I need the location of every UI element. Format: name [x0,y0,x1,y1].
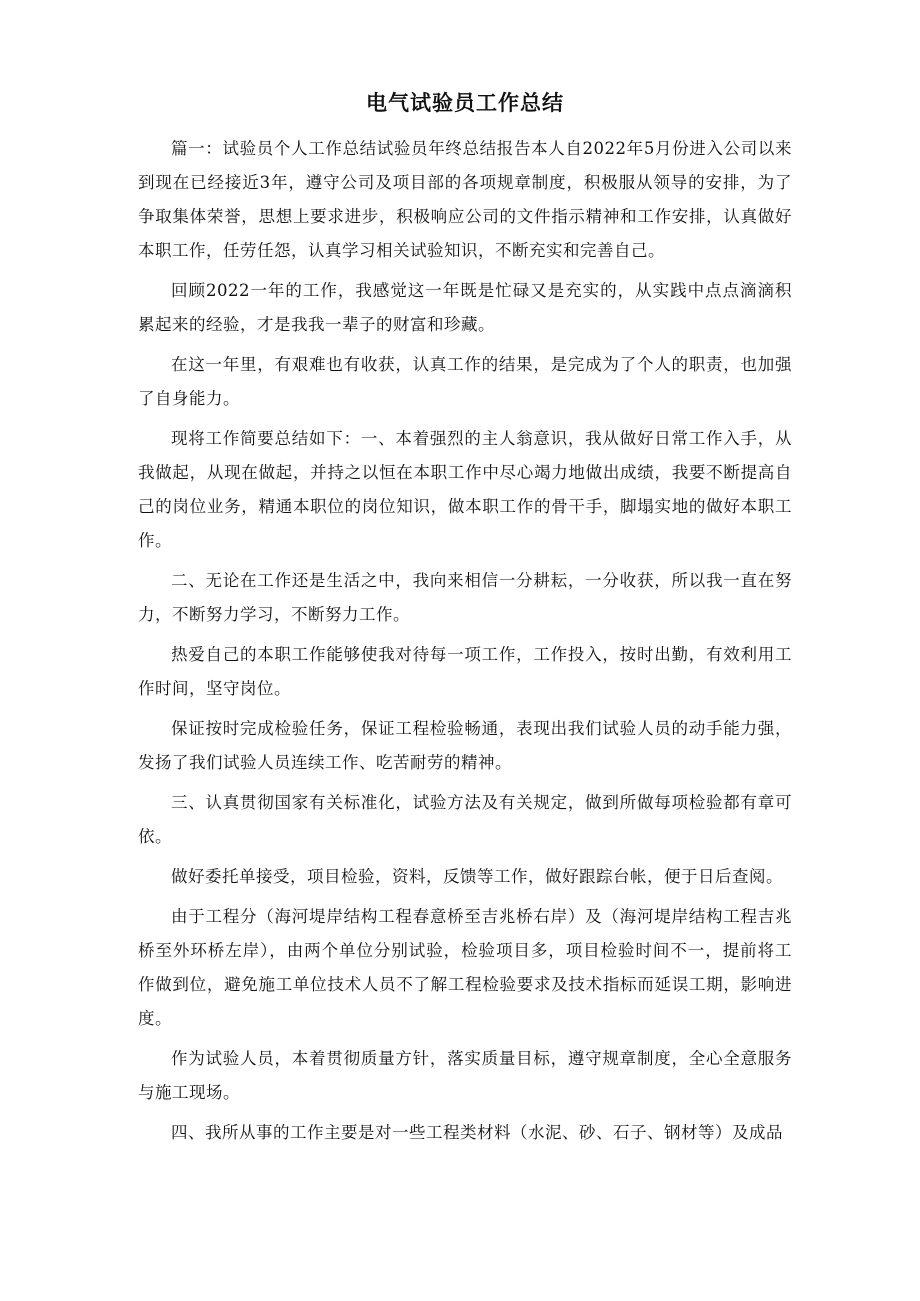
paragraph-9: 做好委托单接受，项目检验，资料，反馈等工作，做好跟踪台帐，便于日后查阅。 [171,867,783,886]
paragraph-12: 四、我所从事的工作主要是对一些工程类材料（水泥、砂、石子、钢材等）及成品 [171,1123,783,1142]
document-title: 电气试验员工作总结 [366,91,564,115]
paragraph-5: 二、无论在工作还是生活之中，我向来相信一分耕耘，一分收获，所以我一直在努力，不断努力学习，不断努力工作。 [138,571,792,624]
paragraph-1: 篇一：试验员个人工作总结试验员年终总结报告本人自2022年5月份进入公司以来到现在已经接近3年，遵守公司及项目部的各项规章制度，积极服从领导的安排，为了争取集体荣誉，思想上要求进步，积极响应公司的文件指示精神和工作安排，认真做好本职工作，任劳任怨，认真学习相关试验知识，不断充实和完善自己。 [138,139,792,260]
paragraph-10: 由于工程分（海河堤岸结构工程春意桥至吉兆桥右岸）及（海河堤岸结构工程吉兆桥至外环桥左岸），由两个单位分别试验，检验项目多，项目检验时间不一，提前将工作做到位，避免施工单位技术人员不了解工程检验要求及技术指标而延误工期，影响进度。 [138,907,792,1028]
paragraph-7: 保证按时完成检验任务，保证工程检验畅通，表现出我们试验人员的动手能力强，发扬了我们试验人员连续工作、吃苦耐劳的精神。 [138,719,792,772]
paragraph-11: 作为试验人员，本着贯彻质量方针，落实质量目标，遵守规章制度，全心全意服务与施工现场。 [138,1049,792,1102]
paragraph-3: 在这一年里，有艰难也有收获，认真工作的结果，是完成为了个人的职责，也加强了自身能力。 [138,355,792,408]
paragraph-8: 三、认真贯彻国家有关标准化，试验方法及有关规定，做到所做每项检验都有章可依。 [138,793,792,846]
paragraph-2: 回顾2022一年的工作，我感觉这一年既是忙碌又是充实的，从实践中点点滴滴积累起来的经验，才是我我一辈子的财富和珍藏。 [138,281,792,334]
paragraph-4: 现将工作简要总结如下：一、本着强烈的主人翁意识，我从做好日常工作入手，从我做起，从现在做起，并持之以恒在本职工作中尽心竭力地做出成绩，我要不断提高自己的岗位业务，精通本职位的岗位知识，做本职工作的骨干手，脚塌实地的做好本职工作。 [138,429,792,550]
paragraph-6: 热爱自己的本职工作能够使我对待每一项工作，工作投入，按时出勤，有效利用工作时间，坚守岗位。 [138,645,792,698]
